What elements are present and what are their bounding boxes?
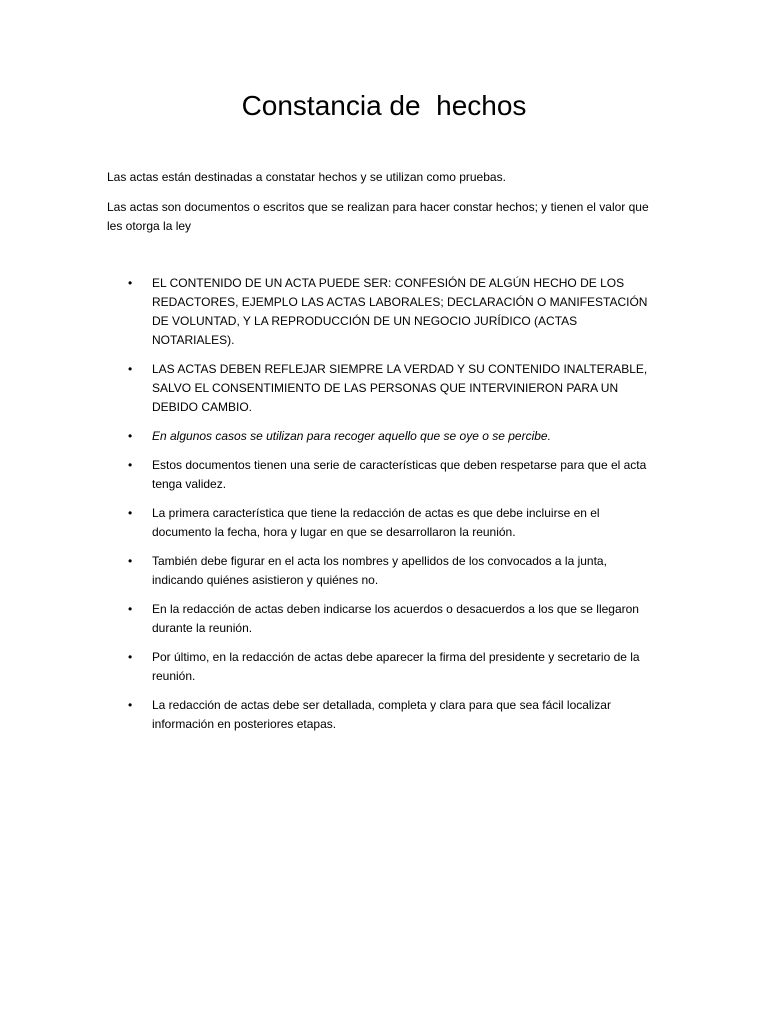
list-item-text: La redacción de actas debe ser detallada, completa y clara para que sea fácil localizar información en posteriores etapas.: [152, 698, 611, 731]
bullet-icon: •: [128, 429, 133, 443]
list-item: [0, 456, 657, 494]
bullet-icon: •: [128, 554, 133, 568]
bullet-icon: •: [128, 362, 133, 376]
intro-paragraph: Las actas están destinadas a constatar hechos y se utilizan como pruebas.: [107, 170, 506, 184]
list-item: [0, 427, 657, 446]
bullet-icon: •: [128, 276, 133, 290]
list-item-text: También debe figurar en el acta los nombres y apellidos de los convocados a la junta, indicando quiénes asistieron y quiénes no.: [152, 554, 607, 587]
list-item-text: Estos documentos tienen una serie de características que deben respetarse para que el acta tenga validez.: [152, 458, 647, 491]
list-item: [0, 274, 657, 350]
bullet-icon: •: [128, 458, 133, 472]
list-item-text: Por último, en la redacción de actas debe aparecer la firma del presidente y secretario de la reunión.: [152, 650, 640, 683]
list-item: [0, 552, 657, 590]
bullet-icon: •: [128, 506, 133, 520]
list-item: [0, 600, 657, 638]
list-item-text: LAS ACTAS DEBEN REFLEJAR SIEMPRE LA VERDAD Y SU CONTENIDO INALTERABLE, SALVO EL CONSENTIMIENTO DE LAS PERSONAS QUE INTERVINIERON PARA UN DEBIDO CAMBIO.: [152, 362, 648, 414]
list-item: [0, 648, 657, 686]
list-item-text: EL CONTENIDO DE UN ACTA PUEDE SER: CONFESIÓN DE ALGÚN HECHO DE LOS REDACTORES, EJEMPLO LAS ACTAS LABORALES; DECLARACIÓN O MANIFESTACIÓN DE VOLUNTAD, Y LA REPRODUCCIÓN DE UN NEGOCIO JURÍDICO (ACTAS NOTARIALES).: [152, 276, 648, 347]
bullet-icon: •: [128, 650, 133, 664]
document-title: Constancia de hechos: [241, 90, 527, 121]
bullet-list: [0, 274, 768, 744]
intro-paragraph: Las actas son documentos o escritos que se realizan para hacer constar hechos; y tienen el valor que les otorga la ley: [107, 200, 649, 233]
list-item-text: En algunos casos se utilizan para recoger aquello que se oye o se percibe.: [152, 429, 551, 443]
list-item: [0, 360, 657, 417]
bullet-icon: •: [128, 602, 133, 616]
list-item-text: La primera característica que tiene la redacción de actas es que debe incluirse en el documento la fecha, hora y lugar en que se desarrollaron la reunión.: [152, 506, 600, 539]
list-item: [0, 696, 657, 734]
list-item: [0, 504, 657, 542]
bullet-icon: •: [128, 698, 133, 712]
list-item-text: En la redacción de actas deben indicarse los acuerdos o desacuerdos a los que se llegaron durante la reunión.: [152, 602, 639, 635]
